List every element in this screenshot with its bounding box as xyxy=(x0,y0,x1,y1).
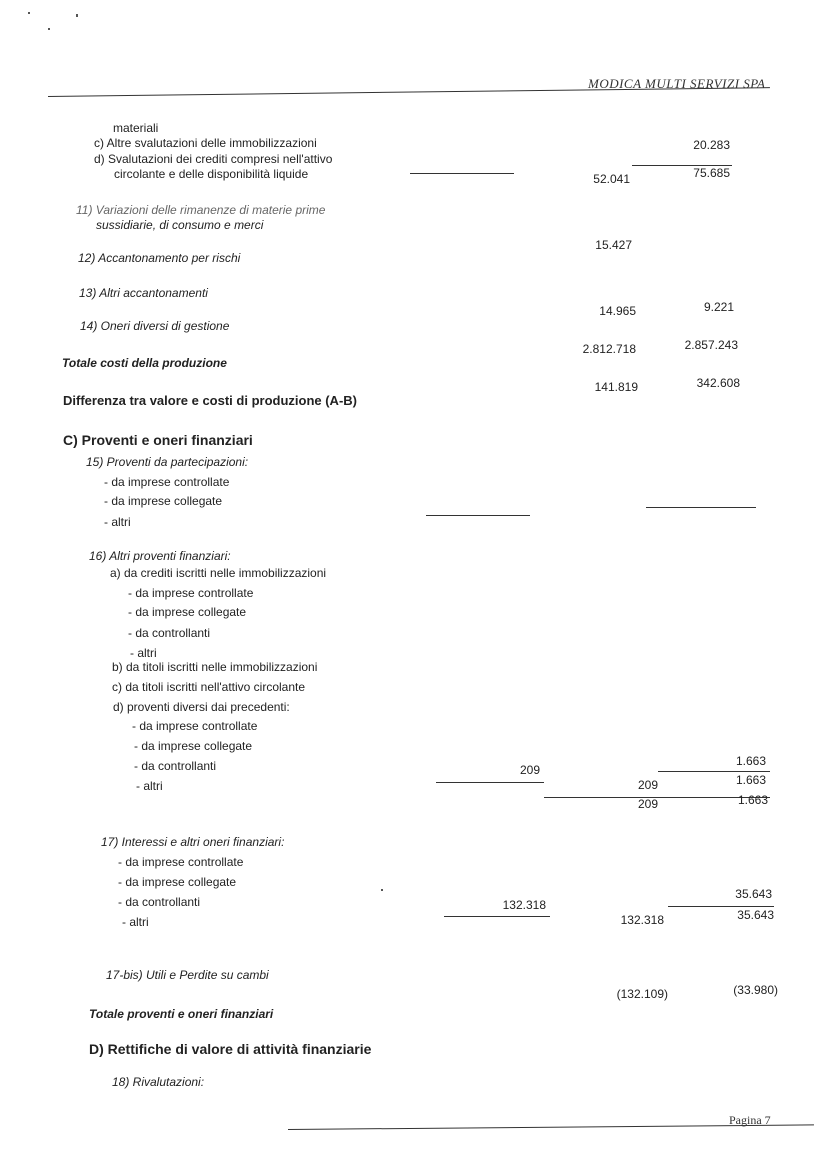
row-16a-item: - da controllanti xyxy=(128,626,211,640)
row-14-prev: 9.221 xyxy=(703,300,734,314)
row-17bis-label: 17-bis) Utili e Perdite su cambi xyxy=(106,968,269,982)
row-17-prev2: 35.643 xyxy=(737,908,774,922)
row-17-item: - altri xyxy=(122,915,149,929)
scan-speck xyxy=(76,14,78,17)
header-rule xyxy=(48,87,770,97)
rule xyxy=(668,906,774,907)
row-17-label: 17) Interessi e altri oneri finanziari: xyxy=(101,835,285,849)
row-17-prev1: 35.643 xyxy=(735,887,772,901)
tot-costi-curr: 2.812.718 xyxy=(582,342,636,356)
row-16-tot-curr: 209 xyxy=(637,797,658,811)
diff-label: Differenza tra valore e costi di produzione (A-B) xyxy=(63,393,357,408)
row-materiali: materiali xyxy=(113,121,159,135)
row-c-prev: 20.283 xyxy=(693,138,730,152)
tot-fin-label: Totale proventi e oneri finanziari xyxy=(89,1007,274,1021)
row-16d-item: - da imprese collegate xyxy=(134,739,253,753)
scan-speck xyxy=(381,889,383,891)
row-16d-curr: 209 xyxy=(637,778,658,792)
row-15-item: - altri xyxy=(104,515,131,529)
section-c-title: C) Proventi e oneri finanziari xyxy=(63,432,253,448)
rule xyxy=(410,173,514,174)
row-16a-item: - altri xyxy=(130,646,157,660)
tot-fin-curr: (132.109) xyxy=(616,987,668,1001)
row-16d-sub: 209 xyxy=(519,763,540,777)
row-16d-prev2: 1.663 xyxy=(735,773,766,787)
scan-speck xyxy=(28,12,30,14)
row-17-item: - da controllanti xyxy=(118,895,201,909)
diff-curr: 141.819 xyxy=(594,380,638,394)
row-17-item: - da imprese controllate xyxy=(118,855,244,869)
row-17-curr: 132.318 xyxy=(620,913,664,927)
row-c-label: c) Altre svalutazioni delle immobilizzazioni xyxy=(94,136,317,150)
row-15-item: - da imprese controllate xyxy=(104,475,230,489)
company-header: MODICA MULTI SERVIZI SPA xyxy=(588,76,766,91)
row-16a-item: - da imprese controllate xyxy=(128,586,254,600)
row-18-label: 18) Rivalutazioni: xyxy=(112,1075,205,1089)
row-17-sub: 132.318 xyxy=(502,898,546,912)
row-15-item: - da imprese collegate xyxy=(104,494,223,508)
tot-costi-label: Totale costi della produzione xyxy=(62,356,227,370)
row-15-label: 15) Proventi da partecipazioni: xyxy=(86,455,249,469)
diff-prev: 342.608 xyxy=(696,376,740,390)
rule xyxy=(658,771,770,772)
row-16-tot-prev: 1.663 xyxy=(737,793,768,807)
row-16b-label: b) da titoli iscritti nelle immobilizzazioni xyxy=(112,660,318,674)
row-16d-item: - da imprese controllate xyxy=(132,719,258,733)
row-16c-label: c) da titoli iscritti nell'attivo circolante xyxy=(112,680,306,694)
row-14-curr: 14.965 xyxy=(599,304,636,318)
tot-fin-prev: (33.980) xyxy=(733,983,778,997)
row-16d-item: - altri xyxy=(136,779,163,793)
row-d-curr: 52.041 xyxy=(593,172,630,186)
page-number: Pagina 7 xyxy=(729,1113,771,1127)
row-14-label: 14) Oneri diversi di gestione xyxy=(80,319,230,333)
rule xyxy=(444,916,550,917)
row-11-label-1: 11) Variazioni delle rimanenze di materie prime xyxy=(76,203,326,217)
rule xyxy=(426,515,530,516)
row-16d-label: d) proventi diversi dai precedenti: xyxy=(113,700,290,714)
row-d-prev: 75.685 xyxy=(693,166,730,180)
row-13-label: 13) Altri accantonamenti xyxy=(79,286,208,300)
row-16-label: 16) Altri proventi finanziari: xyxy=(89,549,231,563)
row-17-item: - da imprese collegate xyxy=(118,875,237,889)
row-12-label: 12) Accantonamento per rischi xyxy=(78,251,241,265)
row-16d-item: - da controllanti xyxy=(134,759,217,773)
row-16a-label: a) da crediti iscritti nelle immobilizzazioni xyxy=(110,566,327,580)
row-d-label-1: d) Svalutazioni dei crediti compresi nell'attivo xyxy=(94,152,333,166)
row-d-label-2: circolante e delle disponibilità liquide xyxy=(114,167,309,181)
row-16d-prev1: 1.663 xyxy=(735,754,766,768)
row-16a-item: - da imprese collegate xyxy=(128,605,247,619)
scan-speck xyxy=(48,28,50,30)
row-11-label-2: sussidiarie, di consumo e merci xyxy=(96,218,264,232)
section-d-title: D) Rettifiche di valore di attività finanziarie xyxy=(89,1041,372,1057)
tot-costi-prev: 2.857.243 xyxy=(684,338,738,352)
row-11-curr: 15.427 xyxy=(595,238,632,252)
rule xyxy=(436,782,544,783)
rule xyxy=(646,507,756,508)
